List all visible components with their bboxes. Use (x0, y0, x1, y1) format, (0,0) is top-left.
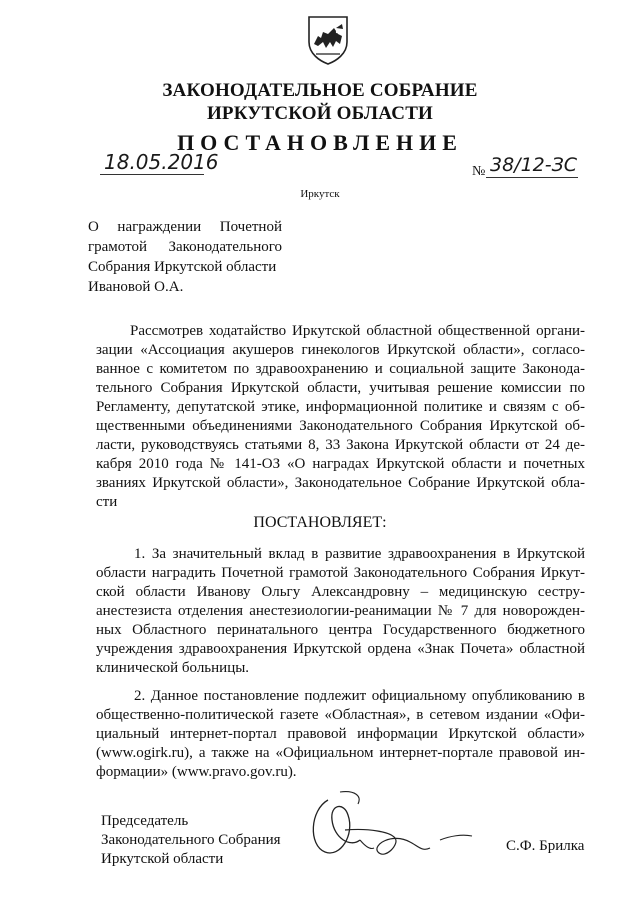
paragraph-line: циальный интернет-портал правовой информации Иркутской области» (96, 726, 585, 742)
paragraph-line: 1. За значительный вклад в развитие здравоохранения в Иркутской (134, 546, 585, 562)
paragraph-line: ных Областного перинатального центра Государственного бюджетного (96, 622, 585, 638)
document-subject (88, 217, 282, 297)
paragraph-line: учреждения здравоохранения Иркутской ордена «Знак Почета» областной (96, 641, 585, 657)
paragraph-line: Регламенту, депутатской этике, информационной политике и связям с об- (96, 399, 585, 415)
city-name: Иркутск (300, 188, 340, 200)
signatory-position (101, 812, 281, 869)
subject-line: Собрания Иркутской области (88, 259, 277, 275)
paragraph-line: Рассмотрев ходатайство Иркутской областной общественной органи- (130, 323, 585, 339)
paragraph-line: сти (96, 494, 118, 510)
organization-name-line2: ИРКУТСКОЙ ОБЛАСТИ (206, 103, 434, 124)
document-number: 38/12-ЗС (490, 154, 578, 176)
paragraph-line: зации «Ассоциация акушеров гинекологов Иркутской области», согласо- (96, 342, 585, 358)
subject-line: О награждении Почетной (88, 219, 282, 235)
paragraph-line: ской области Иванову Ольгу Александровну – медицинскую сестру- (96, 584, 585, 600)
paragraph-line: ласти, руководствуясь статьями 8, 33 Закона Иркутской области от 24 де- (96, 437, 585, 453)
paragraph-line: общественно-политической газете «Областная», в сетевом издании «Офи- (96, 707, 585, 723)
subject-line: Ивановой О.А. (88, 279, 184, 295)
number-sign: № (472, 164, 486, 179)
paragraph-line: формации» (www.pravo.gov.ru). (96, 764, 297, 780)
resolution-heading: ПОСТАНОВЛЯЕТ: (253, 514, 387, 531)
organization-name-line1: ЗАКОНОДАТЕЛЬНОЕ СОБРАНИЕ (162, 80, 478, 101)
paragraph-line: (www.ogirk.ru), а также на «Официальном интернет-портале правовой ин- (96, 745, 585, 761)
coat-of-arms-icon (306, 14, 350, 66)
paragraph-line: кабря 2010 года № 141-ОЗ «О наградах Иркутской области и почетных (96, 456, 585, 472)
document-date: 18.05.2016 (104, 150, 219, 174)
paragraph-line: тельного Собрания Иркутской области, учитывая решение комиссии по (96, 380, 585, 396)
resolution-item-2 (96, 687, 585, 782)
paragraph-line: щественными объединениями Законодательного Собрания Иркутской об- (96, 418, 585, 434)
signatory-name: С.Ф. Брилка (506, 838, 585, 854)
preamble-paragraph (96, 322, 585, 512)
position-line: Председатель (101, 813, 189, 829)
paragraph-line: области наградить Почетной грамотой Законодательного Собрания Иркут- (96, 565, 585, 581)
paragraph-line: клинической больницы. (96, 660, 250, 676)
position-line: Иркутской области (101, 851, 224, 867)
date-underline (100, 174, 204, 175)
subject-line: грамотой Законодательного (88, 239, 282, 255)
paragraph-line: 2. Данное постановление подлежит официальному опубликованию в (134, 688, 585, 704)
document-type-title: ПОСТАНОВЛЕНИЕ (177, 130, 463, 155)
paragraph-line: ванное с комитетом по здравоохранению и социальной защите Законода- (96, 361, 585, 377)
resolution-item-1 (96, 545, 585, 678)
position-line: Законодательного Собрания (101, 832, 281, 848)
number-underline (486, 177, 578, 178)
handwritten-signature-icon (300, 790, 480, 880)
paragraph-line: званиях Иркутской области», Законодательное Собрание Иркутской обла- (96, 475, 585, 491)
paragraph-line: анестезиста отделения анестезиологии-реанимации № 7 для новорожден- (96, 603, 585, 619)
